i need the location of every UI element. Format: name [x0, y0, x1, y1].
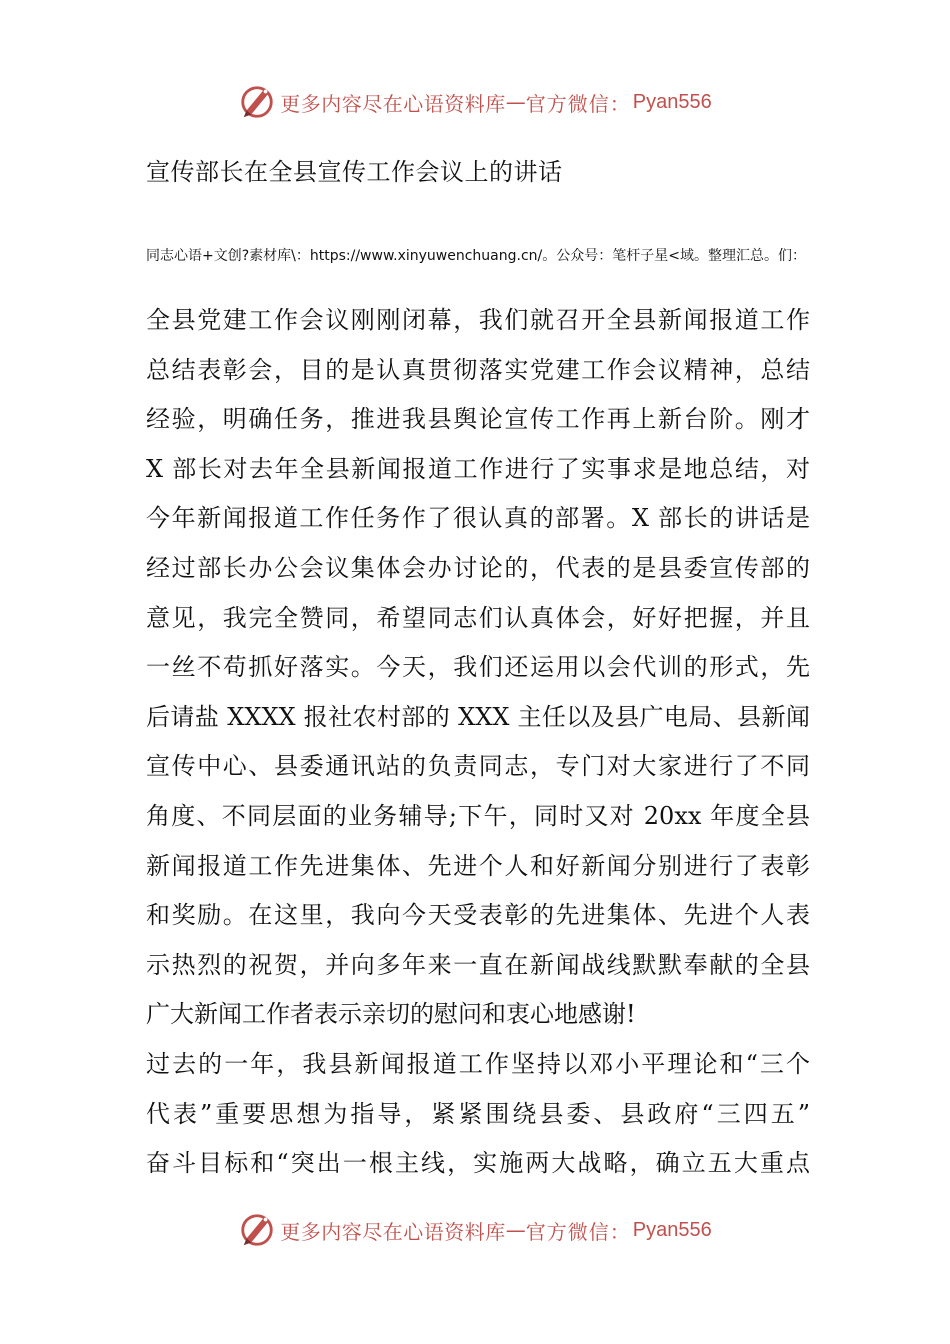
banner-wechat-label: 官方微信：: [525, 1219, 631, 1244]
text-line: 全县党建工作会议刚刚闭幕，我们就召开全县新闻报道工作: [146, 306, 810, 334]
banner-promo-text: 更多内容尽在心语资料库: [280, 1219, 506, 1244]
source-note: 同志心语+文创?素材库\：https://www.xinyuwenchuang.cn/。公众号：笔杆子星<域。整理汇总。们：: [146, 248, 806, 264]
banner-wechat-id: Pyan556: [632, 1218, 712, 1241]
banner-dash: —: [505, 1218, 526, 1242]
document-body: [146, 296, 810, 1189]
text-line: 广大新闻工作者表示亲切的慰问和衷心地感谢!: [146, 1000, 636, 1029]
paragraph-2: [146, 1040, 810, 1189]
text-line: 示热烈的祝贺，并向多年来一直在新闻战线默默奉献的全县: [146, 950, 810, 979]
text-line: 宣传中心、县委通讯站的负责同志，专门对大家进行了不同: [146, 752, 810, 781]
banner-wechat-label: 官方微信：: [525, 91, 631, 116]
text-line: 过去的一年，我县新闻报道工作坚持以邓小平理论和“三个: [146, 1049, 810, 1078]
text-line: 一丝不苟抓好落实。今天，我们还运用以会代训的形式，先: [146, 653, 810, 682]
text-line: 意见，我完全赞同，希望同志们认真体会，好好把握，并且: [146, 603, 810, 632]
text-line: 和奖励。在这里，我向今天受表彰的先进集体、先进个人表: [146, 901, 810, 930]
text-line: 经过部长办公会议集体会办讨论的，代表的是县委宣传部的: [146, 553, 810, 582]
document-title: 宣传部长在全县宣传工作会议上的讲话: [146, 158, 563, 186]
text-line: 今年新闻报道工作任务作了很认真的部署。X 部长的讲话是: [146, 504, 810, 533]
text-line: 新闻报道工作先进集体、先进个人和好新闻分别进行了表彰: [146, 851, 810, 880]
paragraph-1: [146, 296, 810, 1040]
footer-banner: [0, 1210, 950, 1250]
text-line: 经验，明确任务，推进我县舆论宣传工作再上新台阶。刚才: [146, 405, 810, 434]
text-line: 代表”重要思想为指导，紧紧围绕县委、县政府“三四五”: [146, 1099, 810, 1128]
banner-wechat-id: Pyan556: [632, 90, 712, 113]
pen-nib-logo-icon: [238, 1211, 276, 1249]
text-line: X 部长对去年全县新闻报道工作进行了实事求是地总结，对: [146, 454, 810, 483]
text-line: 总结表彰会，目的是认真贯彻落实党建工作会议精神，总结: [146, 355, 810, 384]
pen-nib-logo-icon: [238, 83, 276, 121]
banner-dash: —: [505, 90, 526, 114]
banner-promo-text: 更多内容尽在心语资料库: [280, 91, 506, 116]
text-line: 奋斗目标和“突出一根主线，实施两大战略，确立五大重点: [146, 1149, 810, 1178]
text-line: 后请盐 XXXX 报社农村部的 XXX 主任以及县广电局、县新闻: [146, 702, 810, 731]
text-line: 角度、不同层面的业务辅导;下午，同时又对 20xx 年度全县: [146, 801, 810, 830]
header-banner: [0, 82, 950, 122]
